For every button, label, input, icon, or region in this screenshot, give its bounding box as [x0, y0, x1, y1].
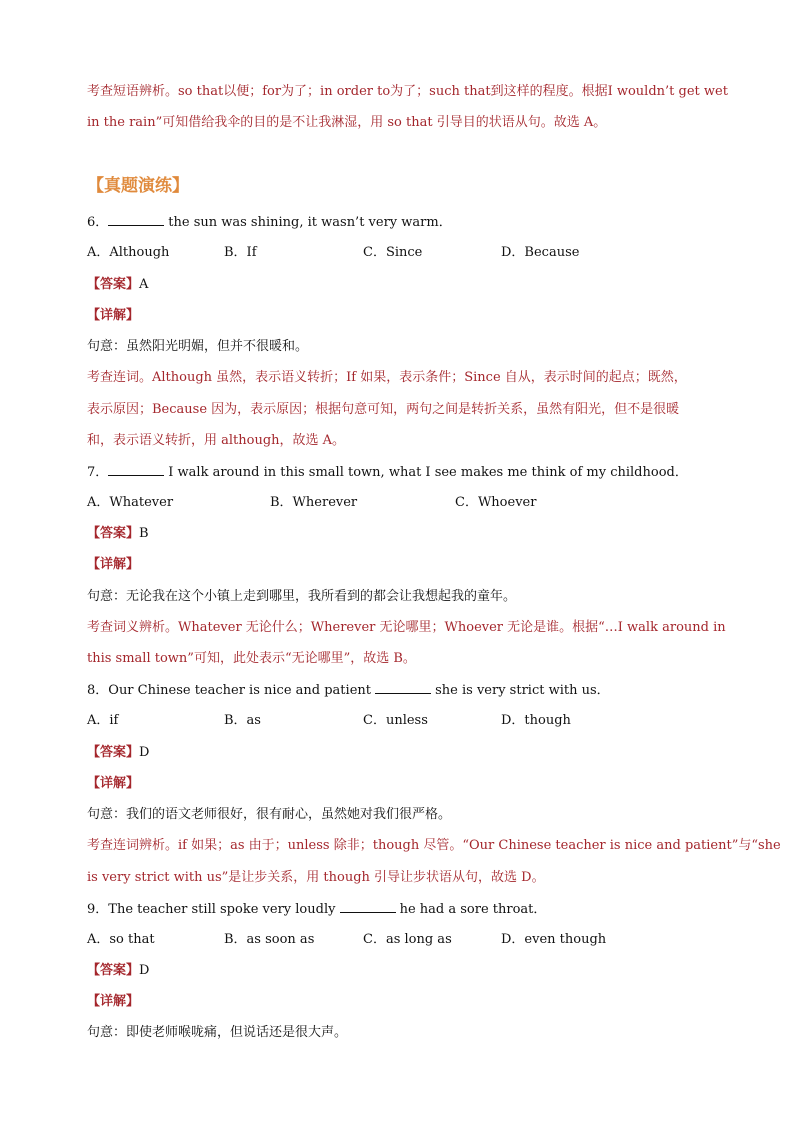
question-text: the sun was shining, it wasn’t very warm．: [168, 215, 452, 230]
detail-label: 【详解】: [87, 776, 140, 791]
question-8-stem: [87, 681, 727, 700]
answer-label: 【答案】: [87, 745, 140, 760]
option-b: B．as: [224, 713, 261, 728]
answer-label: 【答案】: [87, 526, 140, 541]
detail-line: [87, 775, 727, 793]
option-a: A．Although: [87, 245, 170, 260]
question-number: 7．: [87, 465, 109, 480]
question-text-after: she is very strict with us．: [435, 683, 610, 698]
answer-line: [87, 276, 727, 294]
answer-blank: [375, 681, 431, 694]
question-7-stem: [87, 463, 727, 482]
sentence-meaning: 句意：虽然阳光明媚，但并不很暖和。: [87, 339, 309, 354]
analysis-line: 表示原因；Because 因为，表示原因；根据句意可知，两句之间是转折关系，虽然有阳光，但不是很暖: [87, 402, 680, 417]
analysis-line: 考查连词辨析。if 如果；as 由于；unless 除非；though 尽管。“Our Chinese teacher is nice and patient”与“she: [87, 838, 781, 853]
question-text-after: he had a sore throat．: [399, 902, 547, 917]
answer-blank: [108, 463, 164, 476]
option-c: C．Since: [363, 245, 423, 260]
analysis-line: this small town”可知，此处表示“无论哪里”，故选 B。: [87, 651, 416, 666]
question-text-before: The teacher still spoke very loudly: [108, 902, 336, 917]
analysis-line: 和，表示语义转折，用 although，故选 A。: [87, 433, 346, 448]
question-number: 9．: [87, 902, 109, 917]
detail-label: 【详解】: [87, 557, 140, 572]
option-a: A．if: [87, 713, 119, 728]
detail-label: 【详解】: [87, 308, 140, 323]
analysis-line: 考查词义辨析。Whatever 无论什么；Wherever 无论哪里；Whoever 无论是谁。根据“…I walk around in: [87, 620, 726, 635]
detail-label: 【详解】: [87, 994, 140, 1009]
intro-analysis-line-2: in the rain”可知借给我伞的目的是不让我淋湿，用 so that 引导目的状语从句。故选 A。: [87, 115, 607, 130]
intro-analysis-line-1: 考查短语辨析。so that以便；for为了；in order to为了；such that到这样的程度。根据I wouldn’t get wet: [87, 84, 728, 99]
option-a: A．Whatever: [87, 495, 174, 510]
answer-label: 【答案】: [87, 963, 140, 978]
answer-line: [87, 962, 727, 980]
answer-value: A: [139, 277, 149, 292]
answer-blank: [340, 900, 396, 913]
analysis-line: 考查连词。Although 虽然，表示语义转折；If 如果，表示条件；Since 自从，表示时间的起点；既然，: [87, 370, 687, 385]
option-b: B．If: [224, 245, 257, 260]
answer-line: [87, 744, 727, 762]
analysis-line: is very strict with us”是让步关系，用 though 引导让步状语从句，故选 D。: [87, 870, 545, 885]
sentence-meaning: 句意：无论我在这个小镇上走到哪里，我所看到的都会让我想起我的童年。: [87, 589, 517, 604]
option-c: C．Whoever: [455, 495, 537, 510]
option-d: D．though: [501, 713, 571, 728]
option-c: C．as long as: [363, 932, 452, 947]
section-title: 【真题演练】: [87, 176, 189, 196]
answer-line: [87, 525, 727, 543]
question-9-stem: [87, 900, 727, 919]
answer-blank: [108, 213, 164, 226]
answer-value: B: [139, 526, 149, 541]
detail-line: [87, 556, 727, 574]
sentence-meaning: 句意：我们的语文老师很好，很有耐心，虽然她对我们很严格。: [87, 807, 452, 822]
detail-line: [87, 993, 727, 1011]
option-a: A．so that: [87, 932, 155, 947]
answer-value: D: [139, 963, 150, 978]
question-text-before: Our Chinese teacher is nice and patient: [108, 683, 371, 698]
option-d: D．Because: [501, 245, 580, 260]
answer-label: 【答案】: [87, 277, 140, 292]
sentence-meaning: 句意：即使老师喉咙痛，但说话还是很大声。: [87, 1025, 348, 1040]
option-d: D．even though: [501, 932, 607, 947]
option-b: B．as soon as: [224, 932, 315, 947]
option-c: C．unless: [363, 713, 428, 728]
detail-line: [87, 307, 727, 325]
answer-value: D: [139, 745, 150, 760]
option-b: B．Wherever: [270, 495, 358, 510]
question-number: 6．: [87, 215, 109, 230]
question-number: 8．: [87, 683, 109, 698]
question-6-stem: [87, 213, 727, 232]
question-text: I walk around in this small town, what I see makes me think of my childhood．: [168, 465, 688, 480]
